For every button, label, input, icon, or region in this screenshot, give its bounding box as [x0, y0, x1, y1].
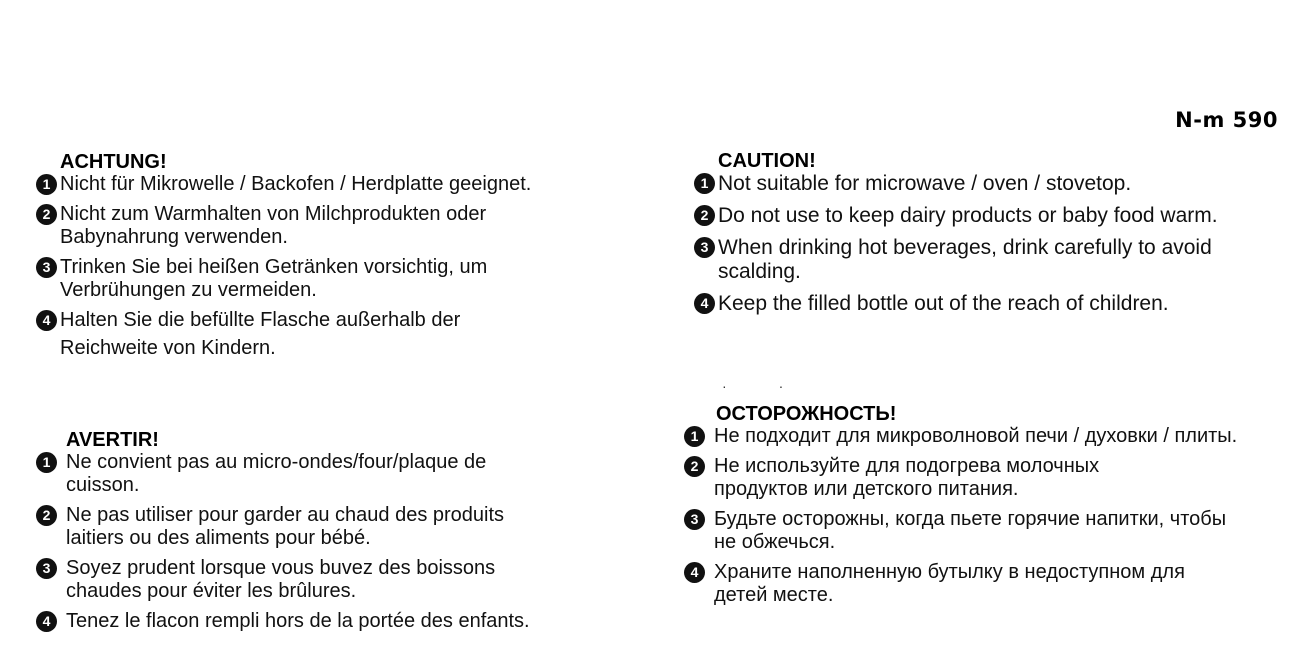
warning-text: Nicht zum Warmhalten von Milchprodukten oder Babynahrung verwenden. — [60, 203, 487, 248]
list-item — [36, 203, 636, 249]
warning-title-german: ACHTUNG! — [60, 151, 167, 173]
number-1-icon: 1 — [694, 173, 715, 194]
number-4-icon: 4 — [36, 611, 57, 632]
warning-block-french — [36, 429, 616, 640]
list-item — [694, 172, 1294, 196]
warning-text: Ne convient pas au micro-ondes/four/plaque de cuisson. — [66, 451, 487, 496]
number-1-icon: 1 — [684, 426, 705, 447]
list-item — [36, 256, 636, 302]
number-1-icon: 1 — [36, 452, 57, 473]
list-item — [694, 292, 1294, 316]
list-item — [694, 204, 1294, 228]
warning-text: Nicht für Mikrowelle / Backofen / Herdplatte geeignet. — [60, 173, 532, 195]
number-4-icon: 4 — [684, 562, 705, 583]
warning-text: Не подходит для микроволновой печи / духовки / плиты. — [714, 425, 1238, 447]
list-item — [684, 508, 1264, 554]
warning-text: Trinken Sie bei heißen Getränken vorsichtig, um Verbrühungen zu vermeiden. — [60, 256, 488, 301]
warning-text: Ne pas utiliser pour garder au chaud des produits laitiers ou des aliments pour bébé. — [66, 504, 505, 549]
warning-text: When drinking hot beverages, drink carefully to avoid scalding. — [718, 236, 1212, 283]
warning-text: Храните наполненную бутылку в недоступном для детей месте. — [714, 561, 1185, 606]
list-item — [684, 455, 1264, 501]
number-1-icon: 1 — [36, 174, 57, 195]
number-4-icon: 4 — [36, 310, 57, 331]
warning-title-russian: ОСТОРОЖНОСТЬ! — [716, 403, 897, 425]
number-3-icon: 3 — [694, 237, 715, 258]
warning-text: Будьте осторожны, когда пьете горячие напитки, чтобы не обжечься. — [714, 508, 1227, 553]
list-item — [684, 425, 1264, 448]
number-3-icon: 3 — [36, 558, 57, 579]
list-item — [36, 451, 616, 497]
warning-title-english: CAUTION! — [718, 150, 816, 172]
decorative-dots: ·· — [722, 378, 836, 394]
warning-text: Do not use to keep dairy products or baby food warm. — [718, 204, 1218, 227]
number-3-icon: 3 — [684, 509, 705, 530]
warning-text: Не используйте для подогрева молочных продуктов или детского питания. — [714, 455, 1100, 500]
warning-block-russian — [684, 403, 1264, 614]
list-item — [36, 173, 636, 196]
number-3-icon: 3 — [36, 257, 57, 278]
warning-text: Tenez le flacon rempli hors de la portée des enfants. — [66, 610, 530, 632]
list-item — [684, 561, 1264, 607]
list-item — [694, 236, 1294, 284]
warning-text: Keep the filled bottle out of the reach of children. — [718, 292, 1169, 315]
number-2-icon: 2 — [36, 204, 57, 225]
list-item — [36, 557, 616, 603]
warning-title-french: AVERTIR! — [66, 429, 159, 451]
warning-block-english — [694, 150, 1294, 324]
number-4-icon: 4 — [694, 293, 715, 314]
product-code: N-m 590 — [1175, 108, 1278, 132]
warning-text: Soyez prudent lorsque vous buvez des boissons chaudes pour éviter les brûlures. — [66, 557, 496, 602]
warning-text: Not suitable for microwave / oven / stovetop. — [718, 172, 1132, 195]
warning-block-german — [36, 151, 636, 369]
warning-text: Halten Sie die befüllte Flasche außerhalb der Reichweite von Kindern. — [60, 309, 461, 359]
list-item — [36, 309, 636, 362]
list-item — [36, 610, 616, 633]
list-item — [36, 504, 616, 550]
number-2-icon: 2 — [694, 205, 715, 226]
number-2-icon: 2 — [684, 456, 705, 477]
number-2-icon: 2 — [36, 505, 57, 526]
